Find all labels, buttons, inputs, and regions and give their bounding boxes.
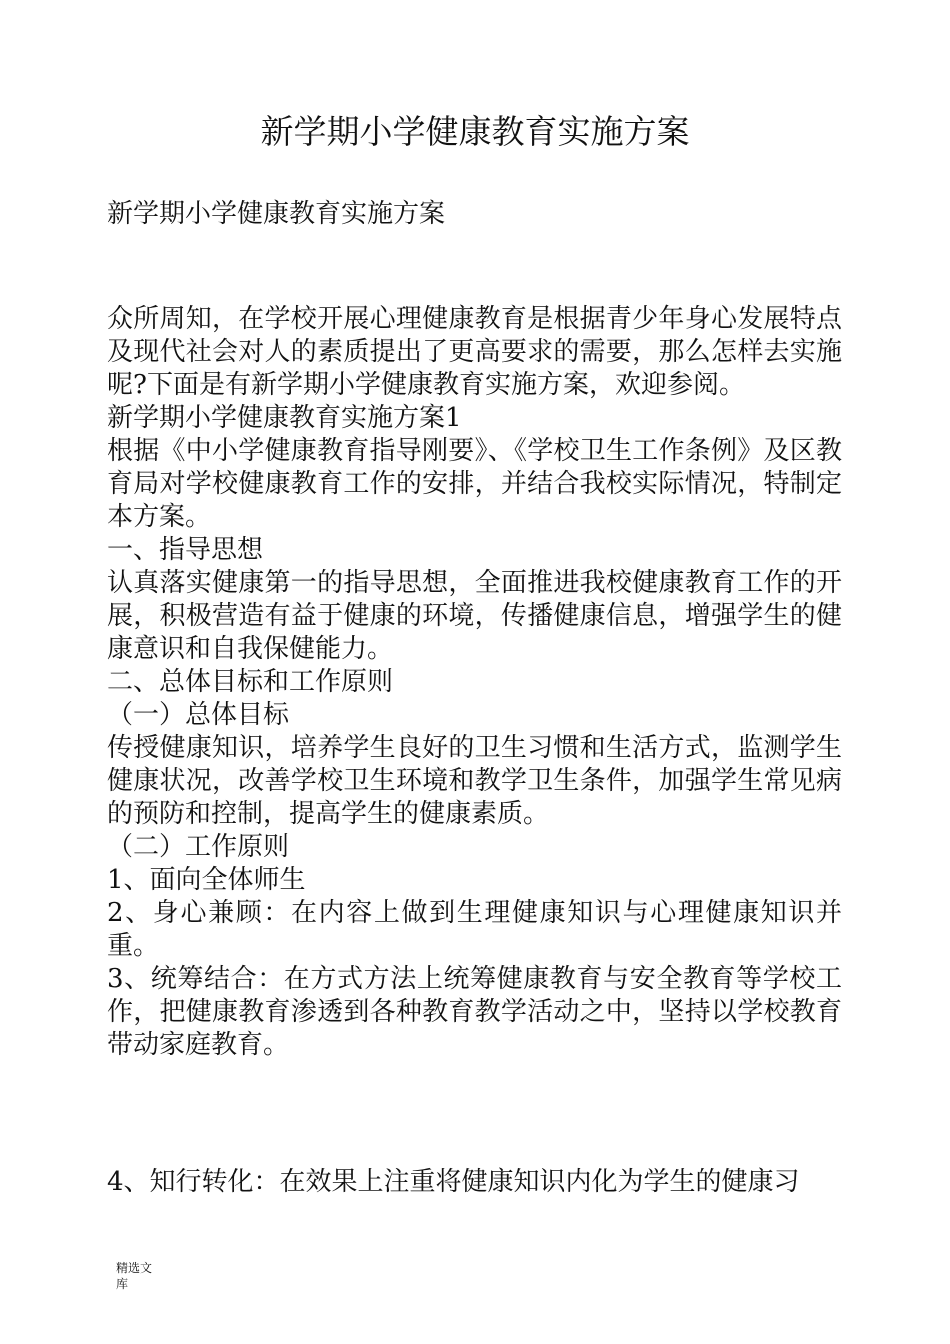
subsection-heading-overall-goal: （一）总体目标 — [107, 700, 290, 730]
paragraph-basis: 根据《中小学健康教育指导刚要》、《学校卫生工作条例》及区教育局对学校健康教育工作的安排，并结合我校实际情况，特制定本方案。 — [107, 436, 842, 532]
document-body — [107, 303, 842, 1062]
subsection-heading-work-principles: （二）工作原则 — [107, 832, 290, 862]
paragraph-plan-heading: 新学期小学健康教育实施方案1 — [107, 403, 462, 433]
list-item-principle-1: 1、面向全体师生 — [107, 865, 306, 895]
list-item-principle-4: 4、知行转化：在效果上注重将健康知识内化为学生的健康习 — [107, 1167, 800, 1197]
document-subtitle: 新学期小学健康教育实施方案 — [107, 199, 446, 229]
list-item-principle-3: 3、统筹结合：在方式方法上统筹健康教育与安全教育等学校工作，把健康教育渗透到各种教育教学活动之中，坚持以学校教育带动家庭教育。 — [107, 964, 842, 1060]
document-title: 新学期小学健康教育实施方案 — [260, 112, 690, 151]
list-item-principle-2: 2、身心兼顾：在内容上做到生理健康知识与心理健康知识并重。 — [107, 898, 842, 961]
document-body-continued — [107, 1166, 842, 1199]
footer-label: 精选文库 — [116, 1261, 153, 1291]
section-heading-goals-principles: 二、总体目标和工作原则 — [107, 667, 394, 697]
paragraph-intro: 众所周知，在学校开展心理健康教育是根据青少年身心发展特点及现代社会对人的素质提出了更高要求的需要，那么怎样去实施呢?下面是有新学期小学健康教育实施方案，欢迎参阅。 — [107, 304, 842, 400]
section-heading-guiding-thought: 一、指导思想 — [107, 535, 264, 565]
paragraph-overall-goal: 传授健康知识，培养学生良好的卫生习惯和生活方式，监测学生健康状况，改善学校卫生环境和教学卫生条件，加强学生常见病的预防和控制，提高学生的健康素质。 — [107, 733, 842, 829]
paragraph-guiding-thought: 认真落实健康第一的指导思想，全面推进我校健康教育工作的开展，积极营造有益于健康的环境，传播健康信息，增强学生的健康意识和自我保健能力。 — [107, 568, 842, 664]
